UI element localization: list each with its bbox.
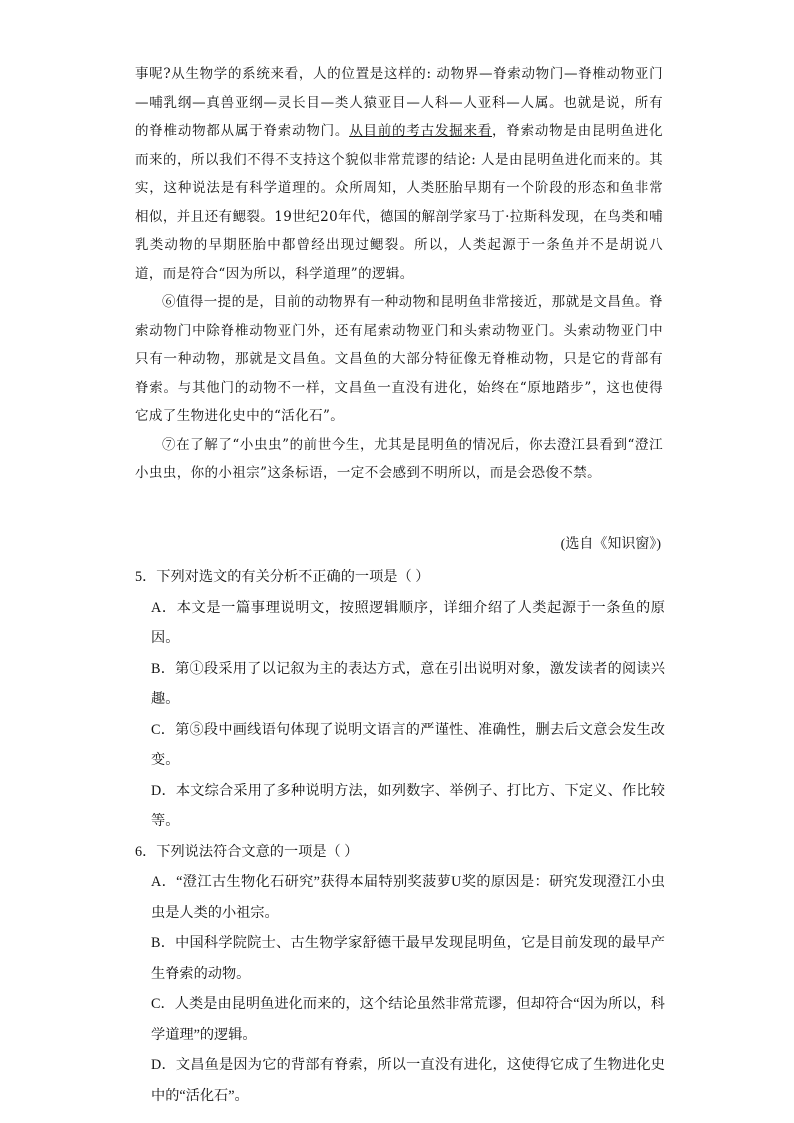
passage-paragraph-6: ⑥值得一提的是，目前的动物界有一种动物和昆明鱼非常接近，那就是文昌鱼。脊索动物门中除脊椎动物亚门外，还有尾索动物亚门和头索动物亚门。头索动物亚门中只有一种动物，那就是文昌鱼。文昌鱼的大部分特征像无脊椎动物，只是它的背部有脊索。与其他门的动物不一样，文昌鱼一直没有进化，始终在“原地踏步”，这也使得它成了生物进化史中的“活化石”。: [135, 294, 663, 424]
underlined-sentence: 从目前的考古发掘来看: [349, 123, 493, 139]
question-list: [135, 562, 665, 1111]
passage-paragraph-7: ⑦在了解了“小虫虫”的前世今生，尤其是昆明鱼的情况后，你去澄江县看到“澄江小虫虫，你的小祖宗”这条标语，一定不会感到不明所以，而是会恐俊不禁。: [135, 436, 663, 481]
option-d[interactable]: D．本文综合采用了多种说明方法，如列数字、举例子、打比方、下定义、作比较等。: [151, 782, 665, 829]
passage-text: 事呢?从生物学的系统来看，人的位置是这样的: 动物界—脊索动物门—脊椎动物亚门—哺乳纲—真兽亚纲—灵长目—类人猿亚目—人科—人亚科—人属。也就是说，所有的脊椎动物都从属于脊索动物门。: [135, 66, 663, 139]
option-c[interactable]: C．第⑤段中画线语句体现了说明文语言的严谨性、准确性，删去后文意会发生改变。: [151, 721, 665, 768]
passage-source: (选自《知识窗》): [560, 537, 661, 552]
option-a[interactable]: A．本文是一篇事理说明文，按照逻辑顺序，详细介绍了人类起源于一条鱼的原因。: [151, 599, 665, 646]
reading-passage: [135, 60, 663, 488]
passage-paragraph-5-continued: [135, 60, 663, 288]
option-b[interactable]: B．第①段采用了以记叙为主的表达方式，意在引出说明对象，激发读者的阅读兴趣。: [151, 660, 665, 707]
option-c[interactable]: C．人类是由昆明鱼进化而来的，这个结论虽然非常荒谬，但却符合“因为所以，科学道理”的逻辑。: [151, 996, 665, 1043]
question-stem: 5．下列对选文的有关分析不正确的一项是（ ）: [135, 569, 430, 585]
option-b[interactable]: B．中国科学院院士、古生物学家舒德干最早发现昆明鱼，它是目前发现的最早产生脊索的动物。: [151, 935, 665, 982]
question-6: [135, 837, 665, 1112]
passage-text: ，脊索动物是由昆明鱼进化而来的，所以我们不得不支持这个貌似非常荒谬的结论: 人是由昆明鱼进化而来的。其实，这种说法是有科学道理的。众所周知，人类胚胎早期有一个阶段的形态和鱼非常相似，并且还有鳃裂。19世纪20年代，德国的解剖学家马丁·拉斯科发现，在鸟类和哺乳类动物的早期胚胎中都曾经出现过鳃裂。所以，人类起源于一条鱼并不是胡说八道，而是符合“因为所以，科学道理”的逻辑。: [135, 123, 663, 282]
question-stem: 6．下列说法符合文意的一项是（ ）: [135, 843, 359, 860]
option-d[interactable]: D．文昌鱼是因为它的背部有脊索，所以一直没有进化，这使得它成了生物进化史中的“活化石”。: [151, 1057, 665, 1104]
option-a[interactable]: A．“澄江古生物化石研究”获得本届特别奖菠萝U奖的原因是：研究发现澄江小虫虫是人类的小祖宗。: [151, 874, 665, 921]
question-5: [135, 562, 665, 837]
